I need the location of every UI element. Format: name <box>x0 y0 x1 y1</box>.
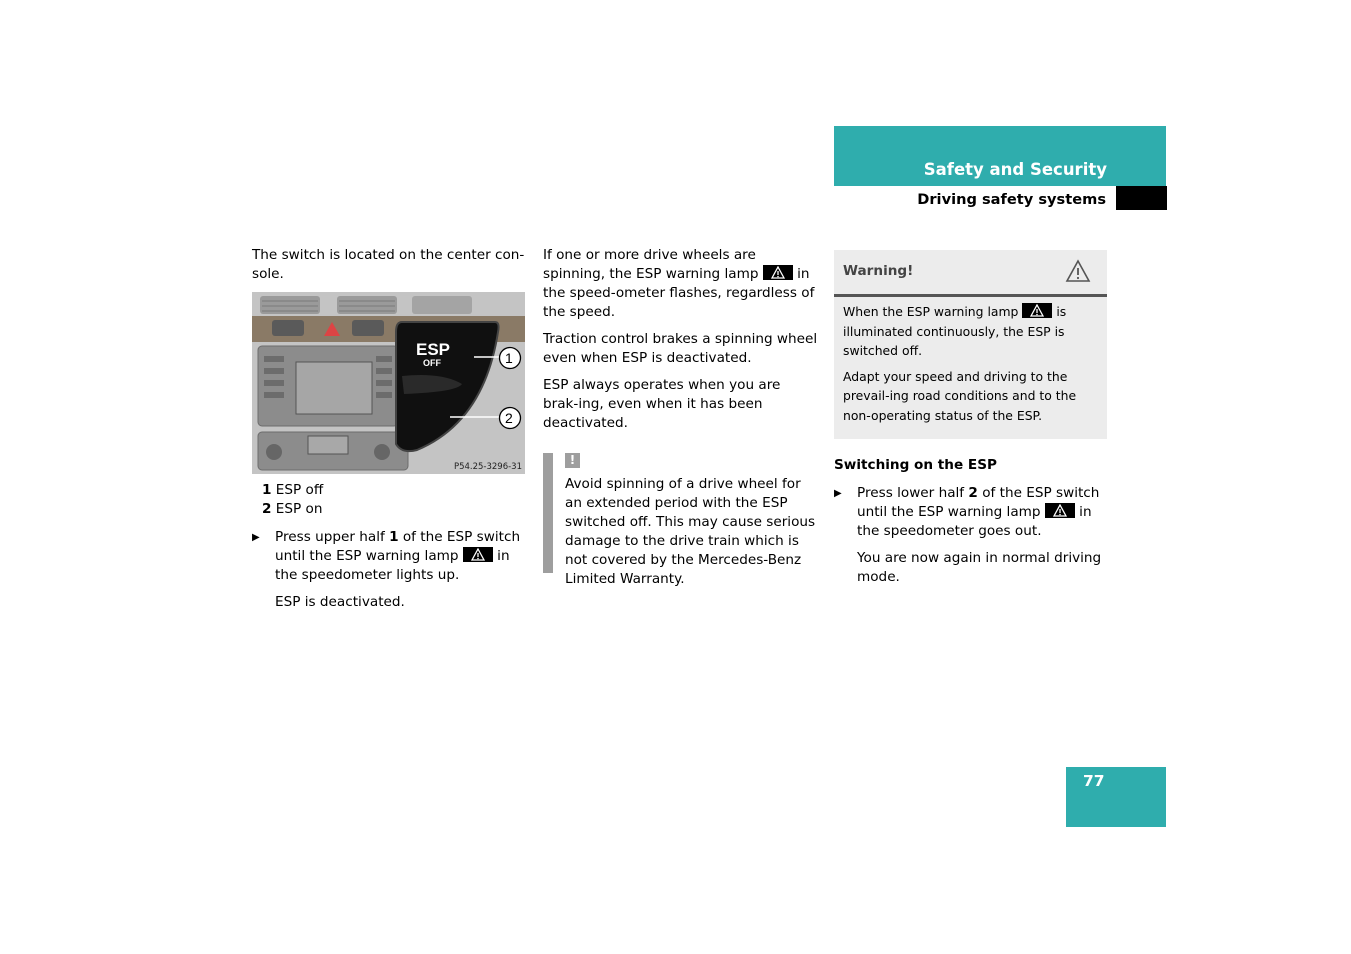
page-number: 77 <box>1083 772 1105 790</box>
warning-title: Warning! <box>843 263 914 279</box>
legend-text: ESP on <box>275 501 323 517</box>
warning-lamp-icon <box>1045 503 1075 518</box>
instruction-step: ▶ Press lower half 2 of the ESP switch until the ESP warning lamp in the speedometer goes out. <box>834 485 1100 539</box>
legend-item <box>252 500 527 519</box>
switch-label-off: OFF <box>423 358 441 368</box>
legend-item <box>252 481 527 500</box>
callout-1: 1 <box>505 350 513 366</box>
column-3 <box>834 250 1107 587</box>
callout-2: 2 <box>505 410 513 426</box>
triangle-right-icon: ▶ <box>834 488 842 499</box>
warning-lamp-icon <box>1022 303 1052 318</box>
column-2 <box>543 246 818 589</box>
paragraph: Traction control brakes a spinning wheel even when ESP is deactivated. <box>543 331 818 366</box>
legend-number: 2 <box>262 501 272 517</box>
subsection-title: Driving safety systems <box>917 191 1106 208</box>
page-number-box <box>1066 767 1166 827</box>
note-text: Avoid spinning of a drive wheel for an extended period with the ESP switched off. This may cause serious damage to the drive train which is not covered by the Mercedes-Benz Limited Warranty. <box>565 476 816 587</box>
esp-switch-figure <box>252 292 525 474</box>
warning-paragraph: Adapt your speed and driving to the prevail-ing road conditions and to the non-operating status of the ESP. <box>843 368 1077 423</box>
center-console-illustration <box>252 292 525 474</box>
section-heading: Switching on the ESP <box>834 457 997 473</box>
warning-box <box>834 250 1107 439</box>
warning-triangle-icon <box>1065 259 1091 283</box>
switch-label-esp: ESP <box>416 340 451 359</box>
step-result: You are now again in normal driving mode. <box>857 550 1102 585</box>
legend-number: 1 <box>262 482 272 498</box>
exclamation-icon: ! <box>565 453 580 468</box>
warning-body <box>834 297 1107 439</box>
legend-text: ESP off <box>275 482 324 498</box>
warning-paragraph: When the ESP warning lamp is illuminated continuously, the ESP is switched off. <box>843 304 1067 358</box>
header-band <box>834 126 1166 186</box>
figure-legend <box>252 481 527 519</box>
note-bar <box>543 453 553 573</box>
triangle-right-icon: ▶ <box>252 532 260 543</box>
column-1 <box>252 246 527 612</box>
note-box <box>543 453 818 589</box>
intro-text: The switch is located on the center con-sole. <box>252 247 525 282</box>
warning-lamp-icon <box>763 265 793 280</box>
instruction-step: ▶ Press upper half 1 of the ESP switch until the ESP warning lamp in the speedometer lights up. <box>252 529 521 583</box>
warning-header <box>834 250 1107 297</box>
header-marker <box>1116 186 1167 210</box>
section-title: Safety and Security <box>923 160 1107 179</box>
paragraph: If one or more drive wheels are spinning, the ESP warning lamp in the speed-ometer flashes, regardless of the speed. <box>543 247 815 320</box>
warning-lamp-icon <box>463 547 493 562</box>
figure-code: P54.25-3296-31 <box>453 462 522 472</box>
step-result: ESP is deactivated. <box>275 594 405 610</box>
paragraph: ESP always operates when you are brak-ing, even when it has been deactivated. <box>543 377 781 431</box>
